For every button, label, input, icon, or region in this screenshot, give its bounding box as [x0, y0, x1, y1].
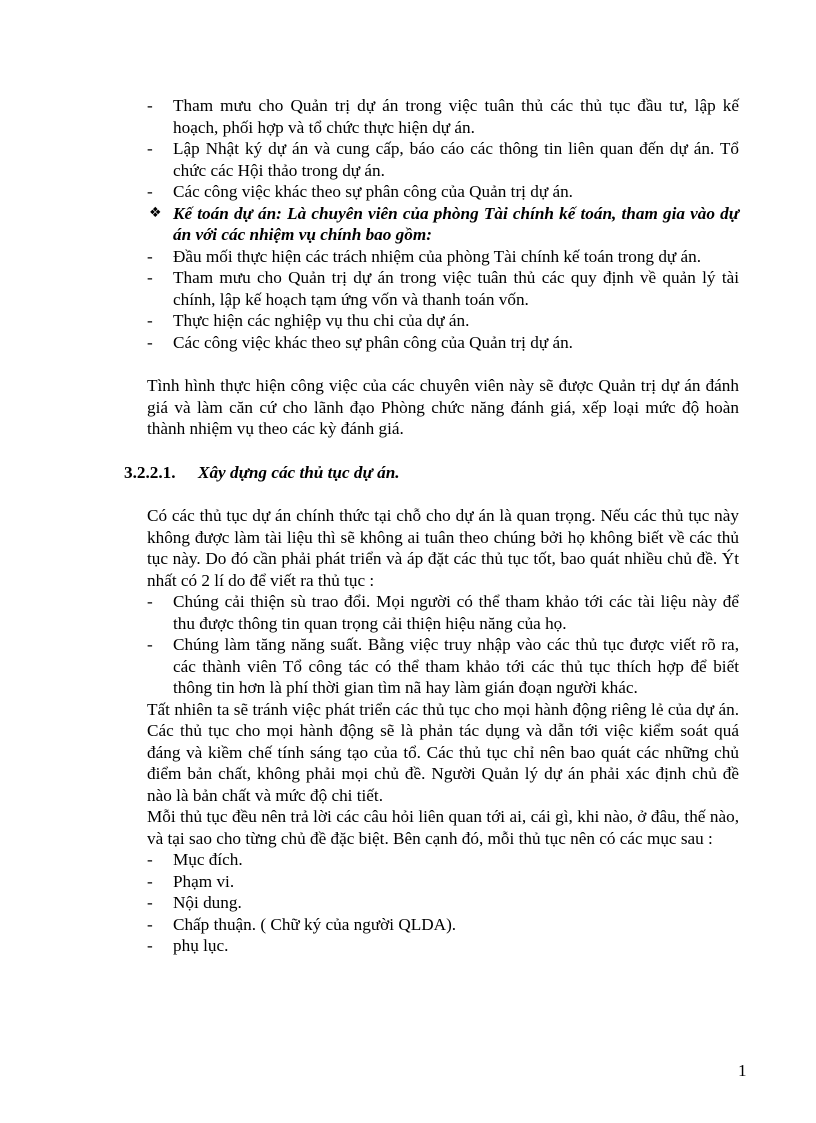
paragraph-avoid: Tất nhiên ta sẽ tránh việc phát triển các thủ tục cho mọi hành động riêng lẻ của dự án. Các thủ tục cho mọi hành động sẽ là phản tác dụng và dẫn tới việc kiểm soát quá đáng và kiềm chế tính sáng tạo của tổ. Các thủ tục chỉ nên bao quát các những chủ điểm bản chất, không phải mọi chủ đề. Người Quản lý dự án phải xác định chủ đề nào là bản chất và mức độ chi tiết. — [147, 699, 739, 805]
list-item-text: Nội dung. — [173, 893, 242, 912]
section-title: Xây dựng các thủ tục dự án. — [198, 462, 400, 482]
list-item — [147, 138, 739, 181]
list-item — [147, 935, 739, 957]
list-item — [147, 914, 739, 936]
page-content — [124, 95, 739, 957]
list-item — [147, 181, 739, 203]
list-item-text: Tham mưu cho Quản trị dự án trong việc tuân thủ các thủ tục đầu tư, lập kế hoạch, phối hợp và tổ chức thực hiện dự án. — [173, 96, 739, 137]
list-item-text: Chúng cải thiện sù trao đổi. Mọi người có thể tham khảo tới các tài liệu này để thu được thông tin quan trọng cải thiện hiệu năng của họ. — [173, 592, 739, 633]
list-item — [147, 871, 739, 893]
accountant-heading — [147, 203, 739, 246]
bullet-dash: - — [147, 246, 153, 266]
section-heading — [124, 462, 739, 484]
section-number: 3.2.2.1. — [124, 462, 176, 482]
paragraph-evaluation — [147, 375, 739, 440]
list-item-text: Lập Nhật ký dự án và cung cấp, báo cáo các thông tin liên quan đến dự án. Tổ chức các Hội thảo trong dự án. — [173, 139, 739, 180]
list-item-text: Chúng làm tăng năng suất. Bằng việc truy nhập vào các thủ tục được viết rõ ra, các thành viên Tổ công tác có thể tham khảo tới các thủ tục thích hợp để biết thông tin hơn là phí thời gian tìm nã hay làm gián đoạn người khác. — [173, 635, 739, 697]
bullet-dash: - — [147, 635, 153, 654]
list-item — [147, 246, 739, 268]
bullet-dash: - — [147, 936, 153, 955]
list-item — [147, 591, 739, 634]
bullet-dash: - — [147, 139, 153, 158]
list-item — [147, 95, 739, 138]
bullet-dash: - — [147, 268, 153, 287]
page-number: 1 — [738, 1061, 747, 1080]
bullet-dash: - — [147, 592, 153, 611]
list-item-text: Đầu mối thực hiện các trách nhiệm của phòng Tài chính kế toán trong dự án. — [173, 246, 702, 266]
list-item-text: Phạm vi. — [173, 871, 235, 891]
list-item — [147, 634, 739, 699]
list-item — [147, 310, 739, 332]
list-item-text: phụ lục. — [173, 936, 229, 955]
bullet-dash: - — [147, 182, 153, 201]
list-item-text: Mục đích. — [173, 850, 243, 869]
list-item-text: Chấp thuận. ( Chữ ký của người QLDA). — [173, 914, 457, 934]
list-item — [147, 267, 739, 310]
list-item — [147, 892, 739, 914]
bullet-dash: - — [147, 914, 153, 934]
list-item-text: Các công việc khác theo sự phân công của Quản trị dự án. — [173, 182, 573, 201]
bullet-dash: - — [147, 850, 153, 869]
list-item — [147, 332, 739, 354]
paragraph-intro: Có các thủ tục dự án chính thức tại chỗ cho dự án là quan trọng. Nếu các thủ tục này không được làm tài liệu thì sẽ không ai tuân theo chúng bởi họ không biết về các thủ tục này. Do đó cần phải phát triển và áp đặt các thủ tục tốt, bao quát nhiều chủ đề. Ýt nhất có 2 lí do để viết ra thủ tục : — [147, 506, 739, 590]
paragraph-evaluation-text: Tình hình thực hiện công việc của các chuyên viên này sẽ được Quản trị dự án đánh giá và làm căn cứ cho lãnh đạo Phòng chức năng đánh giá, xếp loại mức độ hoàn thành nhiệm vụ theo các kỳ đánh giá. — [147, 376, 739, 438]
list-item-text: Các công việc khác theo sự phân công của Quản trị dự án. — [173, 332, 573, 352]
paragraph-each: Mỗi thủ tục đều nên trả lời các câu hỏi liên quan tới ai, cái gì, khi nào, ở đâu, thế nào, và tại sao cho từng chủ đề đặc biệt. Bên cạnh đó, mỗi thủ tục nên có các mục sau : — [147, 807, 739, 848]
spacer — [147, 353, 739, 375]
bullet-dash: - — [147, 871, 153, 891]
bullet-dash: - — [147, 332, 153, 352]
list-item-text: Tham mưu cho Quản trị dự án trong việc tuân thủ các quy định về quản lý tài chính, lập kế hoạch tạm ứng vốn và thanh toán vốn. — [173, 268, 739, 309]
bullet-dash: - — [147, 893, 153, 912]
accountant-heading-text: Kế toán dự án: Là chuyên viên của phòng Tài chính kế toán, tham gia vào dự án với các nhiệm vụ chính bao gồm: — [173, 203, 739, 244]
bullet-dash: - — [147, 96, 153, 115]
bullet-dash: - — [147, 311, 153, 330]
diamond-bullet-icon: ❖ — [149, 204, 162, 221]
spacer — [147, 483, 739, 505]
spacer — [147, 440, 739, 462]
list-item — [147, 849, 739, 871]
list-item-text: Thực hiện các nghiệp vụ thu chi của dự án. — [173, 311, 470, 330]
